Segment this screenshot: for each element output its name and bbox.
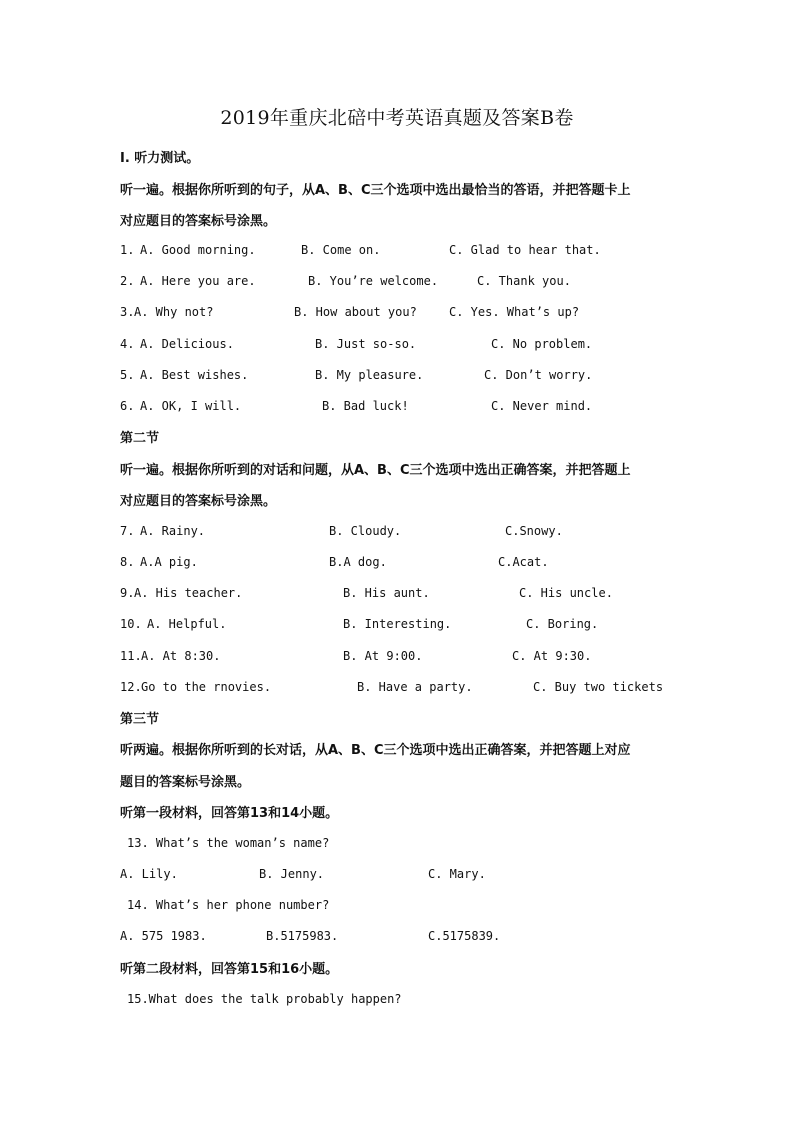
question-number: 9. — [120, 586, 135, 600]
instruction-text: 听一遍。根据你所听到的句子，从A、B、C三个选项中选出最恰当的答语，并把答题卡上 — [120, 183, 631, 198]
option-c: C. Boring. — [526, 617, 599, 631]
option-b: B. Bad luck! — [322, 399, 409, 413]
page-title: 2019年重庆北碚中考英语真题及答案B卷 — [220, 107, 574, 129]
option-b: B. At 9:00. — [343, 649, 423, 663]
question-number: 11. — [120, 649, 142, 663]
option-a: A.A pig. — [140, 555, 198, 569]
option-b: B. Interesting. — [343, 617, 452, 631]
option-a: A. Good morning. — [140, 243, 256, 257]
option-b: B. Jenny. — [259, 867, 325, 881]
instruction-text: 对应题目的答案标号涂黑。 — [120, 214, 277, 229]
option-c: C. Never mind. — [491, 399, 593, 413]
option-b: B. My pleasure. — [315, 368, 424, 382]
question-number: 8. — [120, 555, 135, 569]
option-a: A. Lily. — [120, 867, 178, 881]
question-number: 6. — [120, 399, 135, 413]
option-c: C.5175839. — [428, 929, 501, 943]
question-number: 5. — [120, 368, 135, 382]
instruction-text: 对应题目的答案标号涂黑。 — [120, 494, 277, 509]
question-stem: 15.What does the talk probably happen? — [127, 992, 402, 1006]
option-b: B. Just so-so. — [315, 337, 417, 351]
option-b: B. Come on. — [301, 243, 381, 257]
option-a: A. Delicious. — [140, 337, 234, 351]
option-a: A. Helpful. — [147, 617, 227, 631]
option-a: A. 575 1983. — [120, 929, 207, 943]
material-heading: 听第一段材料，回答第13和14小题。 — [120, 806, 339, 821]
option-b: B.A dog. — [329, 555, 387, 569]
option-b: B. His aunt. — [343, 586, 430, 600]
option-c: C. No problem. — [491, 337, 593, 351]
option-b: B. You’re welcome. — [308, 274, 439, 288]
question-number: 12. — [120, 680, 142, 694]
option-a: A. Rainy. — [140, 524, 206, 538]
option-a: A. Why not? — [134, 305, 214, 319]
option-a: A. His teacher. — [134, 586, 243, 600]
option-a: A. At 8:30. — [141, 649, 221, 663]
option-c: C.Acat. — [498, 555, 549, 569]
question-stem: 13. What’s the woman’s name? — [127, 836, 330, 850]
instruction-text: 听两遍。根据你所听到的长对话，从A、B、C三个选项中选出正确答案，并把答题上对应 — [120, 743, 631, 758]
option-c: C. At 9:30. — [512, 649, 592, 663]
option-c: C. Buy two tickets — [533, 680, 664, 694]
question-number: 4. — [120, 337, 135, 351]
option-a: A. OK, I will. — [140, 399, 242, 413]
option-c: C. Mary. — [428, 867, 486, 881]
option-b: B. Cloudy. — [329, 524, 402, 538]
question-number: 2. — [120, 274, 135, 288]
option-a: A. Best wishes. — [140, 368, 249, 382]
option-a: A. Here you are. — [140, 274, 256, 288]
option-b: B. Have a party. — [357, 680, 473, 694]
option-c: C. His uncle. — [519, 586, 613, 600]
section-heading-listening: I. 听力测试。 — [120, 151, 200, 166]
section-heading-part3: 第三节 — [120, 712, 160, 727]
question-number: 7. — [120, 524, 135, 538]
option-c: C. Don’t worry. — [484, 368, 593, 382]
instruction-text: 听一遍。根据你所听到的对话和问题，从A、B、C三个选项中选出正确答案，并把答题上 — [120, 463, 631, 478]
material-heading: 听第二段材料，回答第15和16小题。 — [120, 962, 339, 977]
option-a: Go to the rnovies. — [141, 680, 272, 694]
question-number: 10. — [120, 617, 142, 631]
option-b: B. How about you? — [294, 305, 417, 319]
option-c: C. Glad to hear that. — [449, 243, 601, 257]
question-number: 3. — [120, 305, 135, 319]
question-stem: 14. What’s her phone number? — [127, 898, 330, 912]
instruction-text: 题目的答案标号涂黑。 — [120, 775, 251, 790]
option-c: C. Thank you. — [477, 274, 571, 288]
option-c: C.Snowy. — [505, 524, 563, 538]
section-heading-part2: 第二节 — [120, 431, 160, 446]
question-number: 1. — [120, 243, 135, 257]
option-c: C. Yes. What’s up? — [449, 305, 580, 319]
option-b: B.5175983. — [266, 929, 339, 943]
